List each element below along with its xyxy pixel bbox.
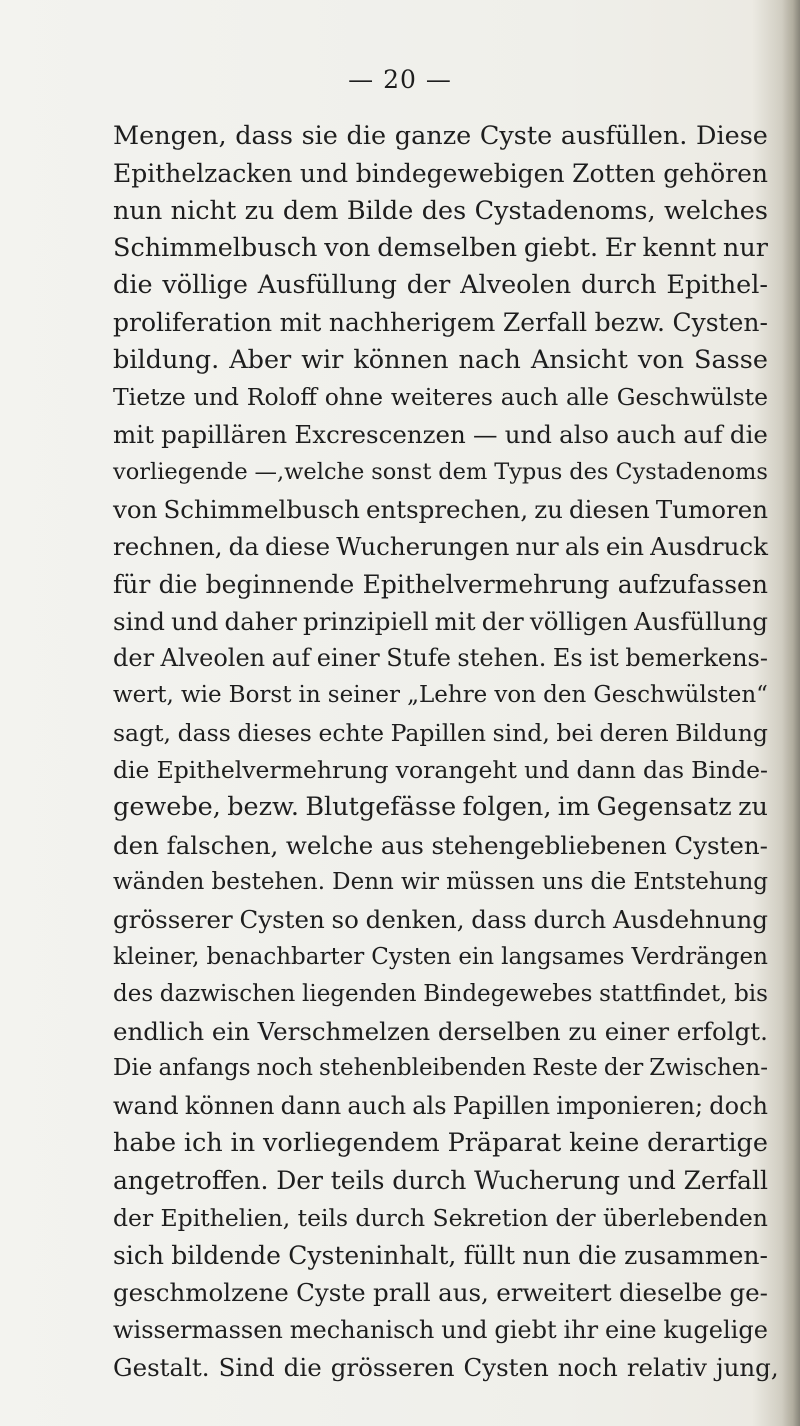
page-edge-shadow xyxy=(782,0,800,1426)
text-line: die völlige Ausfüllung der Alveolen durch Epithel- xyxy=(113,270,768,301)
text-line: des dazwischen liegenden Bindegewebes stattfindet, bis xyxy=(113,980,768,1007)
text-line: bildung. Aber wir können nach Ansicht von Sasse xyxy=(113,344,768,375)
text-line: wissermassen mechanisch und giebt ihr eine kugelige xyxy=(113,1315,768,1344)
text-line: der Alveolen auf einer Stufe stehen. Es ist bemerkens- xyxy=(113,644,768,673)
text-line: kleiner, benachbarter Cysten ein langsames Verdrängen xyxy=(113,943,768,970)
text-line: grösserer Cysten so denken, dass durch Ausdehnung xyxy=(113,905,768,935)
text-line: Epithelzacken und bindegewebigen Zotten gehören xyxy=(113,159,768,189)
text-line: geschmolzene Cyste prall aus, erweitert dieselbe ge- xyxy=(113,1278,768,1308)
text-line: wert, wie Borst in seiner „Lehre von den Geschwülsten“ xyxy=(113,682,768,709)
text-line: wänden bestehen. Denn wir müssen uns die Entstehung xyxy=(113,868,768,895)
text-line: proliferation mit nachherigem Zerfall bezw. Cysten- xyxy=(113,308,768,338)
page-number: — 20 — xyxy=(348,65,452,94)
text-line: Schimmelbusch von demselben giebt. Er kennt nur xyxy=(113,232,768,263)
text-line: habe ich in vorliegendem Präparat keine derartige xyxy=(113,1128,768,1159)
text-line: den falschen, welche aus stehengebliebenen Cysten- xyxy=(113,830,768,860)
text-line: sagt, dass dieses echte Papillen sind, bei deren Bildung xyxy=(113,718,768,747)
text-line: wand können dann auch als Papillen imponieren; doch xyxy=(113,1091,768,1120)
text-line: gewebe, bezw. Blutgefässe folgen, im Gegensatz zu xyxy=(113,792,768,823)
text-line: für die beginnende Epithelvermehrung aufzufassen xyxy=(113,569,768,599)
text-line: der Epithelien, teils durch Sekretion der überlebenden xyxy=(113,1203,768,1232)
text-line: endlich ein Verschmelzen derselben zu einer erfolgt. xyxy=(113,1017,768,1047)
text-line: mit papillären Excrescenzen — und also auch auf die xyxy=(113,420,768,450)
text-line: sind und daher prinzipiell mit der völligen Ausfüllung xyxy=(113,606,768,636)
text-line: Gestalt. Sind die grösseren Cysten noch relativ jung, xyxy=(113,1352,779,1382)
text-line: Mengen, dass sie die ganze Cyste ausfüllen. Diese xyxy=(113,121,768,151)
text-line: Die anfangs noch stehenbleibenden Reste der Zwischen- xyxy=(113,1055,768,1082)
text-line: nun nicht zu dem Bilde des Cystadenoms, welches xyxy=(113,195,768,226)
text-line: vorliegende —,welche sonst dem Typus des Cystadenoms xyxy=(113,458,768,485)
text-line: rechnen, da diese Wucherungen nur als ein Ausdruck xyxy=(113,532,768,562)
body-text xyxy=(113,118,779,1386)
text-line: sich bildende Cysteninhalt, füllt nun die zusammen- xyxy=(113,1240,768,1270)
text-line: Tietze und Roloff ohne weiteres auch alle Geschwülste xyxy=(113,383,768,412)
text-line: angetroffen. Der teils durch Wucherung und Zerfall xyxy=(113,1166,768,1196)
text-line: von Schimmelbusch entsprechen, zu diesen Tumoren xyxy=(113,494,768,524)
text-line: die Epithelvermehrung vorangeht und dann das Binde- xyxy=(113,756,768,785)
